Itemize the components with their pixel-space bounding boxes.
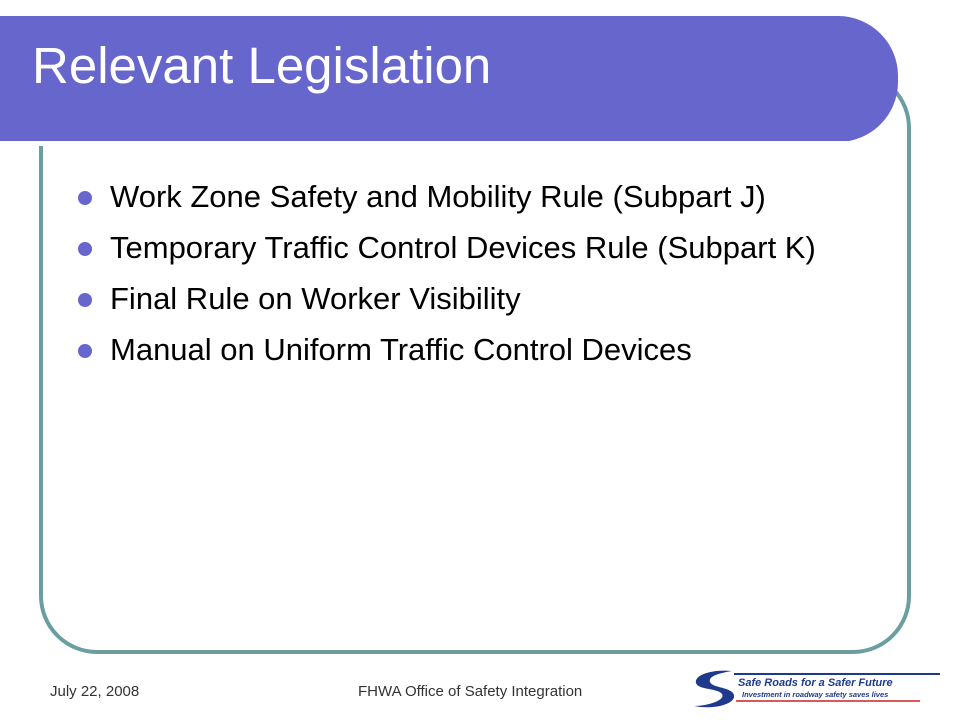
bullet-text: Final Rule on Worker Visibility — [110, 281, 521, 316]
slide-title: Relevant Legislation — [32, 37, 492, 94]
footer-date: July 22, 2008 — [50, 683, 140, 700]
bullet-list — [78, 178, 878, 382]
bullet-text: Manual on Uniform Traffic Control Devices — [110, 332, 692, 367]
safe-roads-logo — [690, 666, 940, 710]
logo-text-line2: Investment in roadway safety saves lives — [742, 690, 889, 699]
bullet-text: Work Zone Safety and Mobility Rule (Subpart J) — [110, 179, 766, 214]
bullet-dot-icon — [78, 242, 92, 256]
bullet-dot-icon — [78, 344, 92, 358]
bullet-item — [78, 178, 878, 216]
bullet-item — [78, 331, 878, 369]
title-underline — [0, 141, 848, 146]
bullet-item — [78, 229, 878, 267]
bullet-dot-icon — [78, 191, 92, 205]
bullet-dot-icon — [78, 293, 92, 307]
bullet-item — [78, 280, 878, 318]
logo-text-line1: Safe Roads for a Safer Future — [738, 677, 893, 689]
bullet-text: Temporary Traffic Control Devices Rule (Subpart K) — [110, 230, 816, 265]
footer-organization: FHWA Office of Safety Integration — [358, 683, 583, 700]
